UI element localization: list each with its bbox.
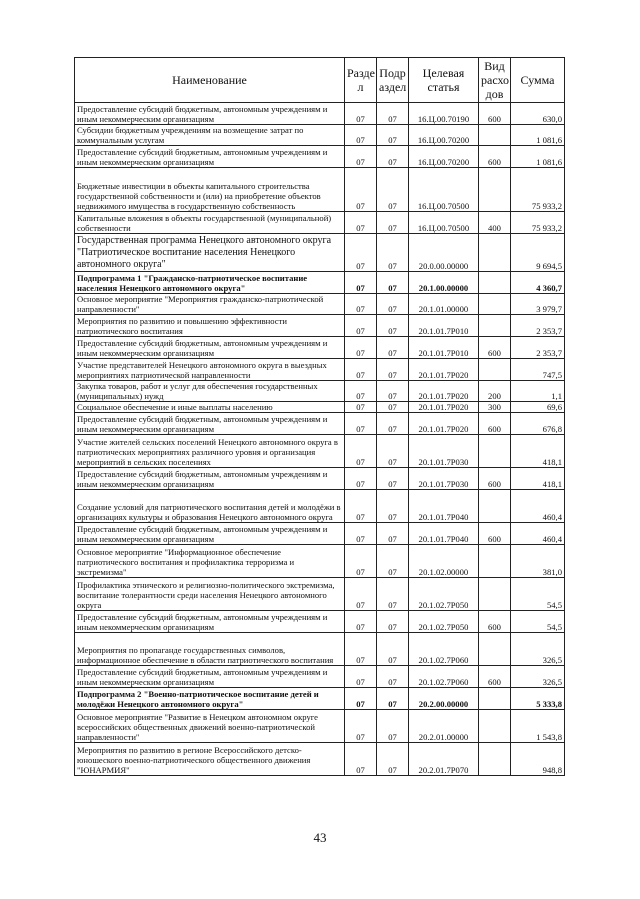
table-row — [75, 710, 565, 743]
row-target: 20.1.02.7Р060 — [409, 633, 479, 666]
row-sum: 9 694,5 — [511, 234, 565, 272]
table-row — [75, 545, 565, 578]
table-row — [75, 523, 565, 545]
table-row — [75, 688, 565, 710]
table-row — [75, 337, 565, 359]
row-sum: 1,1 — [511, 381, 565, 402]
row-podrazdel: 07 — [377, 545, 409, 578]
row-name: Предоставление субсидий бюджетным, автономным учреждениям и иным некоммерческим организациям — [75, 337, 345, 359]
row-name: Основное мероприятие "Информационное обеспечение патриотического воспитания и профилактика терроризма и экстремизма" — [75, 545, 345, 578]
row-vid: 600 — [479, 337, 511, 359]
row-vid: 400 — [479, 212, 511, 234]
row-vid: 600 — [479, 146, 511, 168]
table-row — [75, 168, 565, 212]
row-vid — [479, 688, 511, 710]
table-row — [75, 402, 565, 413]
table-row — [75, 272, 565, 294]
row-name: Предоставление субсидий бюджетным, автономным учреждениям и иным некоммерческим организациям — [75, 103, 345, 125]
row-sum: 676,8 — [511, 413, 565, 435]
row-sum: 69,6 — [511, 402, 565, 413]
row-target: 20.1.02.7Р050 — [409, 578, 479, 611]
row-sum: 948,8 — [511, 743, 565, 776]
row-target: 16.Ц.00.70500 — [409, 168, 479, 212]
row-target: 20.0.00.00000 — [409, 234, 479, 272]
row-vid: 600 — [479, 103, 511, 125]
row-razdel: 07 — [345, 294, 377, 315]
row-podrazdel: 07 — [377, 688, 409, 710]
table-row — [75, 435, 565, 468]
row-name: Основное мероприятие "Мероприятия гражданско-патриотической направленности" — [75, 294, 345, 315]
row-sum: 54,5 — [511, 578, 565, 611]
row-name: Участие жителей сельских поселений Ненецкого автономного округа в патриотических мероприятиях различного уровня и организация мероприятий в сельских поселениях — [75, 435, 345, 468]
table-row — [75, 234, 565, 272]
row-name: Субсидии бюджетным учреждениям на возмещение затрат по коммунальным услугам — [75, 125, 345, 146]
row-vid — [479, 359, 511, 381]
row-sum: 326,5 — [511, 666, 565, 688]
row-razdel: 07 — [345, 468, 377, 490]
row-razdel: 07 — [345, 359, 377, 381]
row-razdel: 07 — [345, 633, 377, 666]
row-podrazdel: 07 — [377, 294, 409, 315]
header-sum: Сумма — [511, 58, 565, 103]
row-vid — [479, 294, 511, 315]
row-vid: 600 — [479, 523, 511, 545]
table-row — [75, 578, 565, 611]
row-podrazdel: 07 — [377, 337, 409, 359]
row-podrazdel: 07 — [377, 666, 409, 688]
row-target: 20.1.01.7Р010 — [409, 337, 479, 359]
table-row — [75, 212, 565, 234]
row-name: Капитальные вложения в объекты государственной (муниципальной) собственности — [75, 212, 345, 234]
row-target: 16.Ц.00.70200 — [409, 125, 479, 146]
table-row — [75, 146, 565, 168]
row-sum: 326,5 — [511, 633, 565, 666]
row-name: Предоставление субсидий бюджетным, автономным учреждениям и иным некоммерческим организациям — [75, 413, 345, 435]
row-podrazdel: 07 — [377, 413, 409, 435]
row-target: 20.1.02.00000 — [409, 545, 479, 578]
table-row — [75, 666, 565, 688]
row-podrazdel: 07 — [377, 743, 409, 776]
row-vid: 600 — [479, 666, 511, 688]
row-vid — [479, 234, 511, 272]
row-name: Основное мероприятие "Развитие в Ненецком автономном округе всероссийских общественных движений военно-патриотической направленности" — [75, 710, 345, 743]
row-razdel: 07 — [345, 315, 377, 337]
row-podrazdel: 07 — [377, 381, 409, 402]
row-target: 20.2.01.7Р070 — [409, 743, 479, 776]
header-podrazdel: Подр аздел — [377, 58, 409, 103]
table-row — [75, 103, 565, 125]
row-name: Бюджетные инвестиции в объекты капитального строительства государственной собственности и (или) на приобретение объектов недвижимого имущества в государственную собственность — [75, 168, 345, 212]
row-name: Предоставление субсидий бюджетным, автономным учреждениям и иным некоммерческим организациям — [75, 666, 345, 688]
row-vid: 600 — [479, 611, 511, 633]
header-target: Целевая статья — [409, 58, 479, 103]
row-razdel: 07 — [345, 545, 377, 578]
row-name: Государственная программа Ненецкого автономного округа "Патриотическое воспитание населения Ненецкого автономного округа" — [75, 234, 345, 272]
row-podrazdel: 07 — [377, 468, 409, 490]
row-razdel: 07 — [345, 666, 377, 688]
row-vid — [479, 168, 511, 212]
row-razdel: 07 — [345, 578, 377, 611]
table-row — [75, 125, 565, 146]
page-number: 43 — [313, 830, 327, 845]
row-vid — [479, 125, 511, 146]
row-name: Создание условий для патриотического воспитания детей и молодёжи в организациях культуры и образования Ненецкого автономного округа — [75, 490, 345, 523]
row-target: 20.1.01.7Р030 — [409, 435, 479, 468]
row-sum: 3 979,7 — [511, 294, 565, 315]
row-target: 20.2.00.00000 — [409, 688, 479, 710]
row-name: Участие представителей Ненецкого автономного округа в выездных мероприятиях патриотической направленности — [75, 359, 345, 381]
row-target: 20.1.02.7Р060 — [409, 666, 479, 688]
row-podrazdel: 07 — [377, 272, 409, 294]
row-razdel: 07 — [345, 523, 377, 545]
row-podrazdel: 07 — [377, 633, 409, 666]
row-razdel: 07 — [345, 146, 377, 168]
row-sum: 4 360,7 — [511, 272, 565, 294]
row-podrazdel: 07 — [377, 125, 409, 146]
row-podrazdel: 07 — [377, 212, 409, 234]
row-sum: 1 543,8 — [511, 710, 565, 743]
row-target: 20.1.01.7Р020 — [409, 381, 479, 402]
row-name: Мероприятия по пропаганде государственных символов, информационное обеспечение в области патриотического воспитания — [75, 633, 345, 666]
row-vid: 200 — [479, 381, 511, 402]
row-podrazdel: 07 — [377, 402, 409, 413]
row-podrazdel: 07 — [377, 103, 409, 125]
row-vid — [479, 435, 511, 468]
row-name: Предоставление субсидий бюджетным, автономным учреждениям и иным некоммерческим организациям — [75, 146, 345, 168]
row-razdel: 07 — [345, 611, 377, 633]
row-sum: 630,0 — [511, 103, 565, 125]
budget-table — [74, 57, 565, 776]
table-row — [75, 413, 565, 435]
row-sum: 2 353,7 — [511, 315, 565, 337]
row-target: 20.1.01.7Р040 — [409, 490, 479, 523]
row-vid: 300 — [479, 402, 511, 413]
row-name: Предоставление субсидий бюджетным, автономным учреждениям и иным некоммерческим организациям — [75, 523, 345, 545]
row-razdel: 07 — [345, 234, 377, 272]
row-target: 20.1.00.00000 — [409, 272, 479, 294]
row-target: 20.1.01.7Р020 — [409, 413, 479, 435]
row-podrazdel: 07 — [377, 315, 409, 337]
row-target: 16.Ц.00.70190 — [409, 103, 479, 125]
row-razdel: 07 — [345, 103, 377, 125]
row-razdel: 07 — [345, 490, 377, 523]
row-sum: 381,0 — [511, 545, 565, 578]
table-row — [75, 315, 565, 337]
table-row — [75, 468, 565, 490]
row-razdel: 07 — [345, 402, 377, 413]
row-sum: 460,4 — [511, 523, 565, 545]
row-sum: 1 081,6 — [511, 125, 565, 146]
row-vid: 600 — [479, 413, 511, 435]
row-target: 20.1.01.7Р040 — [409, 523, 479, 545]
row-razdel: 07 — [345, 125, 377, 146]
row-target: 16.Ц.00.70200 — [409, 146, 479, 168]
row-vid — [479, 578, 511, 611]
row-sum: 2 353,7 — [511, 337, 565, 359]
row-target: 20.1.01.7Р010 — [409, 315, 479, 337]
header-vid: Вид расхо дов — [479, 58, 511, 103]
row-podrazdel: 07 — [377, 578, 409, 611]
row-target: 20.1.02.7Р050 — [409, 611, 479, 633]
row-vid — [479, 545, 511, 578]
table-header-row — [75, 58, 565, 103]
row-sum: 460,4 — [511, 490, 565, 523]
header-name: Наименование — [75, 58, 345, 103]
row-podrazdel: 07 — [377, 611, 409, 633]
row-vid — [479, 710, 511, 743]
row-podrazdel: 07 — [377, 359, 409, 381]
table-row — [75, 633, 565, 666]
row-target: 20.1.01.7Р020 — [409, 402, 479, 413]
row-vid — [479, 633, 511, 666]
row-razdel: 07 — [345, 743, 377, 776]
row-podrazdel: 07 — [377, 146, 409, 168]
row-name: Закупка товаров, работ и услуг для обеспечения государственных (муниципальных) нужд — [75, 381, 345, 402]
row-vid — [479, 743, 511, 776]
row-sum: 418,1 — [511, 435, 565, 468]
row-name: Социальное обеспечение и иные выплаты населению — [75, 402, 345, 413]
row-vid — [479, 490, 511, 523]
row-vid — [479, 315, 511, 337]
table-row — [75, 294, 565, 315]
row-razdel: 07 — [345, 168, 377, 212]
row-sum: 54,5 — [511, 611, 565, 633]
row-vid: 600 — [479, 468, 511, 490]
row-razdel: 07 — [345, 710, 377, 743]
row-target: 20.1.01.7Р020 — [409, 359, 479, 381]
table-row — [75, 381, 565, 402]
row-sum: 1 081,6 — [511, 146, 565, 168]
row-podrazdel: 07 — [377, 490, 409, 523]
table-row — [75, 611, 565, 633]
row-sum: 75 933,2 — [511, 168, 565, 212]
row-razdel: 07 — [345, 435, 377, 468]
row-name: Предоставление субсидий бюджетным, автономным учреждениям и иным некоммерческим организациям — [75, 468, 345, 490]
row-podrazdel: 07 — [377, 234, 409, 272]
row-name: Мероприятия по развитию и повышению эффективности патриотического воспитания — [75, 315, 345, 337]
row-podrazdel: 07 — [377, 435, 409, 468]
table-body — [75, 103, 565, 776]
header-razdel: Разде л — [345, 58, 377, 103]
budget-document — [74, 57, 564, 776]
row-sum: 418,1 — [511, 468, 565, 490]
row-name: Подпрограмма 1 "Гражданско-патриотическое воспитание населения Ненецкого автономного округа" — [75, 272, 345, 294]
row-razdel: 07 — [345, 212, 377, 234]
row-target: 16.Ц.00.70500 — [409, 212, 479, 234]
row-razdel: 07 — [345, 688, 377, 710]
row-podrazdel: 07 — [377, 168, 409, 212]
row-name: Предоставление субсидий бюджетным, автономным учреждениям и иным некоммерческим организациям — [75, 611, 345, 633]
row-sum: 75 933,2 — [511, 212, 565, 234]
row-razdel: 07 — [345, 413, 377, 435]
row-name: Мероприятия по развитию в регионе Всероссийского детско-юношеского военно-патриотического общественного движения "ЮНАРМИЯ" — [75, 743, 345, 776]
row-vid — [479, 272, 511, 294]
table-row — [75, 490, 565, 523]
row-podrazdel: 07 — [377, 710, 409, 743]
row-name: Подпрограмма 2 "Военно-патриотическое воспитание детей и молодёжи Ненецкого автономного округа" — [75, 688, 345, 710]
row-razdel: 07 — [345, 381, 377, 402]
table-row — [75, 359, 565, 381]
row-podrazdel: 07 — [377, 523, 409, 545]
row-sum: 747,5 — [511, 359, 565, 381]
row-razdel: 07 — [345, 337, 377, 359]
row-razdel: 07 — [345, 272, 377, 294]
row-name: Профилактика этнического и религиозно-политического экстремизма, воспитание толерантности среди населения Ненецкого автономного округа — [75, 578, 345, 611]
row-target: 20.1.01.7Р030 — [409, 468, 479, 490]
row-target: 20.1.01.00000 — [409, 294, 479, 315]
table-row — [75, 743, 565, 776]
row-sum: 5 333,8 — [511, 688, 565, 710]
row-target: 20.2.01.00000 — [409, 710, 479, 743]
